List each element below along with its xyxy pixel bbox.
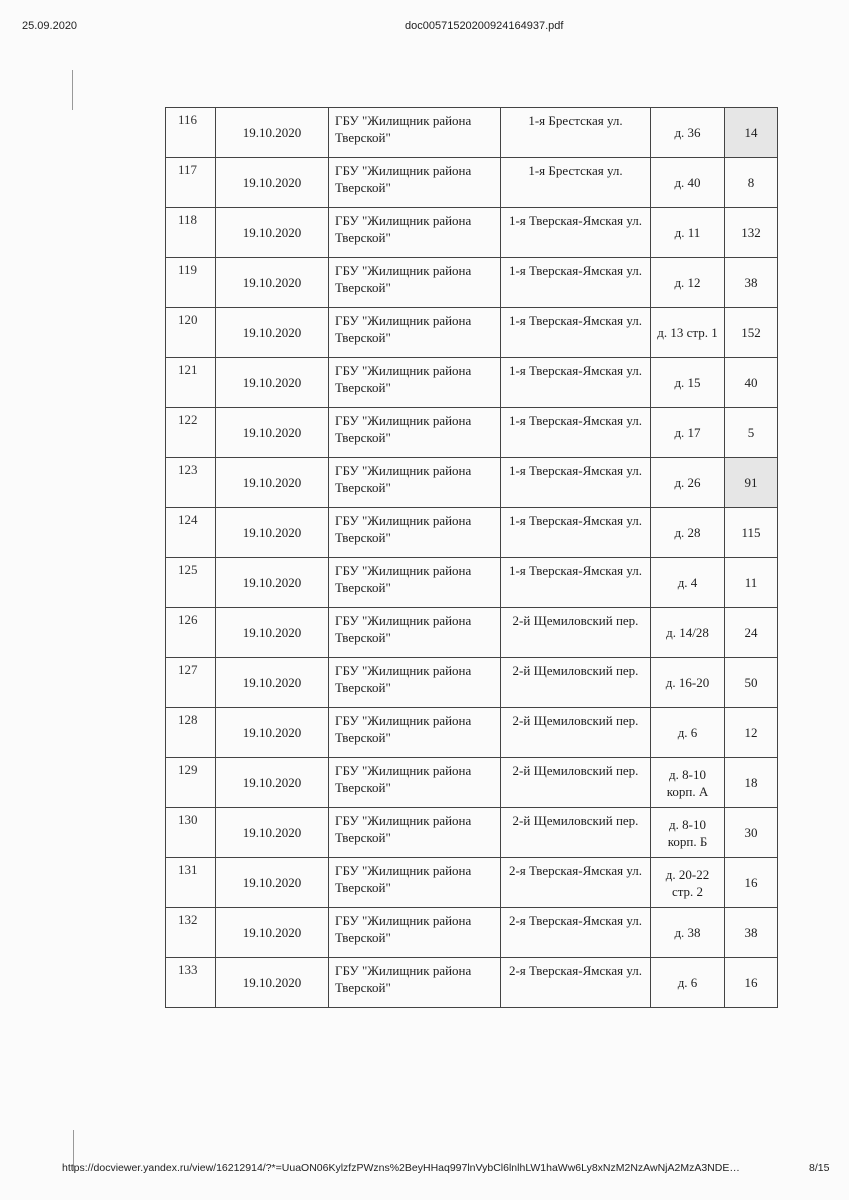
house-cell: д. 28 <box>651 508 725 558</box>
house-cell: д. 40 <box>651 158 725 208</box>
count-cell: 24 <box>725 608 778 658</box>
row-number-cell: 122 <box>166 408 216 458</box>
table-row <box>166 108 778 158</box>
house-cell: д. 36 <box>651 108 725 158</box>
table-row <box>166 358 778 408</box>
date-cell: 19.10.2020 <box>216 508 329 558</box>
date-cell: 19.10.2020 <box>216 808 329 858</box>
house-cell: д. 12 <box>651 258 725 308</box>
organization-cell: ГБУ "Жилищник района Тверской" <box>329 158 501 208</box>
organization-cell: ГБУ "Жилищник района Тверской" <box>329 408 501 458</box>
count-cell: 40 <box>725 358 778 408</box>
table-row <box>166 658 778 708</box>
date-cell: 19.10.2020 <box>216 358 329 408</box>
house-cell: д. 8-10 корп. Б <box>651 808 725 858</box>
row-number-cell: 121 <box>166 358 216 408</box>
count-cell: 132 <box>725 208 778 258</box>
row-number-cell: 130 <box>166 808 216 858</box>
count-cell: 50 <box>725 658 778 708</box>
row-number-cell: 116 <box>166 108 216 158</box>
organization-cell: ГБУ "Жилищник района Тверской" <box>329 108 501 158</box>
table-row <box>166 258 778 308</box>
street-cell: 1-я Тверская-Ямская ул. <box>501 408 651 458</box>
house-cell: д. 17 <box>651 408 725 458</box>
house-cell: д. 13 стр. 1 <box>651 308 725 358</box>
table-row <box>166 808 778 858</box>
date-cell: 19.10.2020 <box>216 608 329 658</box>
organization-cell: ГБУ "Жилищник района Тверской" <box>329 458 501 508</box>
house-cell: д. 16-20 <box>651 658 725 708</box>
date-cell: 19.10.2020 <box>216 458 329 508</box>
records-table <box>165 107 778 1008</box>
date-cell: 19.10.2020 <box>216 158 329 208</box>
table-row <box>166 308 778 358</box>
count-cell: 115 <box>725 508 778 558</box>
row-number-cell: 127 <box>166 658 216 708</box>
row-number-cell: 125 <box>166 558 216 608</box>
table-row <box>166 708 778 758</box>
date-cell: 19.10.2020 <box>216 758 329 808</box>
street-cell: 1-я Тверская-Ямская ул. <box>501 208 651 258</box>
street-cell: 1-я Брестская ул. <box>501 108 651 158</box>
house-cell: д. 38 <box>651 908 725 958</box>
organization-cell: ГБУ "Жилищник района Тверской" <box>329 808 501 858</box>
table-row <box>166 608 778 658</box>
date-cell: 19.10.2020 <box>216 958 329 1008</box>
row-number-cell: 117 <box>166 158 216 208</box>
row-number-cell: 129 <box>166 758 216 808</box>
table-row <box>166 858 778 908</box>
street-cell: 2-я Тверская-Ямская ул. <box>501 858 651 908</box>
count-cell: 5 <box>725 408 778 458</box>
records-table-body <box>166 108 778 1008</box>
house-cell: д. 4 <box>651 558 725 608</box>
organization-cell: ГБУ "Жилищник района Тверской" <box>329 858 501 908</box>
row-number-cell: 131 <box>166 858 216 908</box>
date-cell: 19.10.2020 <box>216 658 329 708</box>
street-cell: 2-й Щемиловский пер. <box>501 758 651 808</box>
street-cell: 1-я Тверская-Ямская ул. <box>501 508 651 558</box>
count-cell: 14 <box>725 108 778 158</box>
row-number-cell: 119 <box>166 258 216 308</box>
street-cell: 2-й Щемиловский пер. <box>501 708 651 758</box>
house-cell: д. 14/28 <box>651 608 725 658</box>
row-number-cell: 128 <box>166 708 216 758</box>
count-cell: 30 <box>725 808 778 858</box>
house-cell: д. 6 <box>651 708 725 758</box>
street-cell: 2-й Щемиловский пер. <box>501 658 651 708</box>
street-cell: 1-я Брестская ул. <box>501 158 651 208</box>
row-number-cell: 133 <box>166 958 216 1008</box>
table-row <box>166 508 778 558</box>
table-row <box>166 908 778 958</box>
print-date: 25.09.2020 <box>22 20 78 32</box>
date-cell: 19.10.2020 <box>216 708 329 758</box>
organization-cell: ГБУ "Жилищник района Тверской" <box>329 958 501 1008</box>
count-cell: 18 <box>725 758 778 808</box>
house-cell: д. 15 <box>651 358 725 408</box>
organization-cell: ГБУ "Жилищник района Тверской" <box>329 908 501 958</box>
row-number-cell: 118 <box>166 208 216 258</box>
house-cell: д. 11 <box>651 208 725 258</box>
house-cell: д. 8-10 корп. А <box>651 758 725 808</box>
table-row <box>166 558 778 608</box>
street-cell: 1-я Тверская-Ямская ул. <box>501 358 651 408</box>
row-number-cell: 132 <box>166 908 216 958</box>
table-row <box>166 158 778 208</box>
organization-cell: ГБУ "Жилищник района Тверской" <box>329 658 501 708</box>
organization-cell: ГБУ "Жилищник района Тверской" <box>329 208 501 258</box>
organization-cell: ГБУ "Жилищник района Тверской" <box>329 558 501 608</box>
organization-cell: ГБУ "Жилищник района Тверской" <box>329 358 501 408</box>
date-cell: 19.10.2020 <box>216 408 329 458</box>
organization-cell: ГБУ "Жилищник района Тверской" <box>329 308 501 358</box>
street-cell: 2-й Щемиловский пер. <box>501 608 651 658</box>
date-cell: 19.10.2020 <box>216 208 329 258</box>
count-cell: 16 <box>725 858 778 908</box>
count-cell: 11 <box>725 558 778 608</box>
organization-cell: ГБУ "Жилищник района Тверской" <box>329 508 501 558</box>
date-cell: 19.10.2020 <box>216 858 329 908</box>
street-cell: 1-я Тверская-Ямская ул. <box>501 558 651 608</box>
table-row <box>166 958 778 1008</box>
street-cell: 1-я Тверская-Ямская ул. <box>501 258 651 308</box>
date-cell: 19.10.2020 <box>216 558 329 608</box>
table-row <box>166 208 778 258</box>
street-cell: 2-й Щемиловский пер. <box>501 808 651 858</box>
street-cell: 1-я Тверская-Ямская ул. <box>501 458 651 508</box>
row-number-cell: 124 <box>166 508 216 558</box>
house-cell: д. 20-22 стр. 2 <box>651 858 725 908</box>
count-cell: 91 <box>725 458 778 508</box>
row-number-cell: 126 <box>166 608 216 658</box>
page-url: https://docviewer.yandex.ru/view/16212914/?*=UuaON06KylzfzPWzns%2BeyHHaq997lnVybCl6lnlhLW1haWw6Ly8xNzM2NzAwNjA2MzA3NDE… <box>62 1162 740 1174</box>
count-cell: 38 <box>725 258 778 308</box>
count-cell: 8 <box>725 158 778 208</box>
table-row <box>166 758 778 808</box>
document-filename: doc00571520200924164937.pdf <box>405 20 564 32</box>
date-cell: 19.10.2020 <box>216 908 329 958</box>
row-number-cell: 120 <box>166 308 216 358</box>
date-cell: 19.10.2020 <box>216 108 329 158</box>
scan-margin-line <box>72 70 73 110</box>
organization-cell: ГБУ "Жилищник района Тверской" <box>329 258 501 308</box>
date-cell: 19.10.2020 <box>216 308 329 358</box>
street-cell: 2-я Тверская-Ямская ул. <box>501 908 651 958</box>
count-cell: 12 <box>725 708 778 758</box>
page-number: 8/15 <box>809 1162 830 1174</box>
row-number-cell: 123 <box>166 458 216 508</box>
street-cell: 2-я Тверская-Ямская ул. <box>501 958 651 1008</box>
date-cell: 19.10.2020 <box>216 258 329 308</box>
table-row <box>166 458 778 508</box>
house-cell: д. 6 <box>651 958 725 1008</box>
count-cell: 16 <box>725 958 778 1008</box>
organization-cell: ГБУ "Жилищник района Тверской" <box>329 608 501 658</box>
organization-cell: ГБУ "Жилищник района Тверской" <box>329 758 501 808</box>
table-row <box>166 408 778 458</box>
count-cell: 152 <box>725 308 778 358</box>
organization-cell: ГБУ "Жилищник района Тверской" <box>329 708 501 758</box>
house-cell: д. 26 <box>651 458 725 508</box>
count-cell: 38 <box>725 908 778 958</box>
street-cell: 1-я Тверская-Ямская ул. <box>501 308 651 358</box>
